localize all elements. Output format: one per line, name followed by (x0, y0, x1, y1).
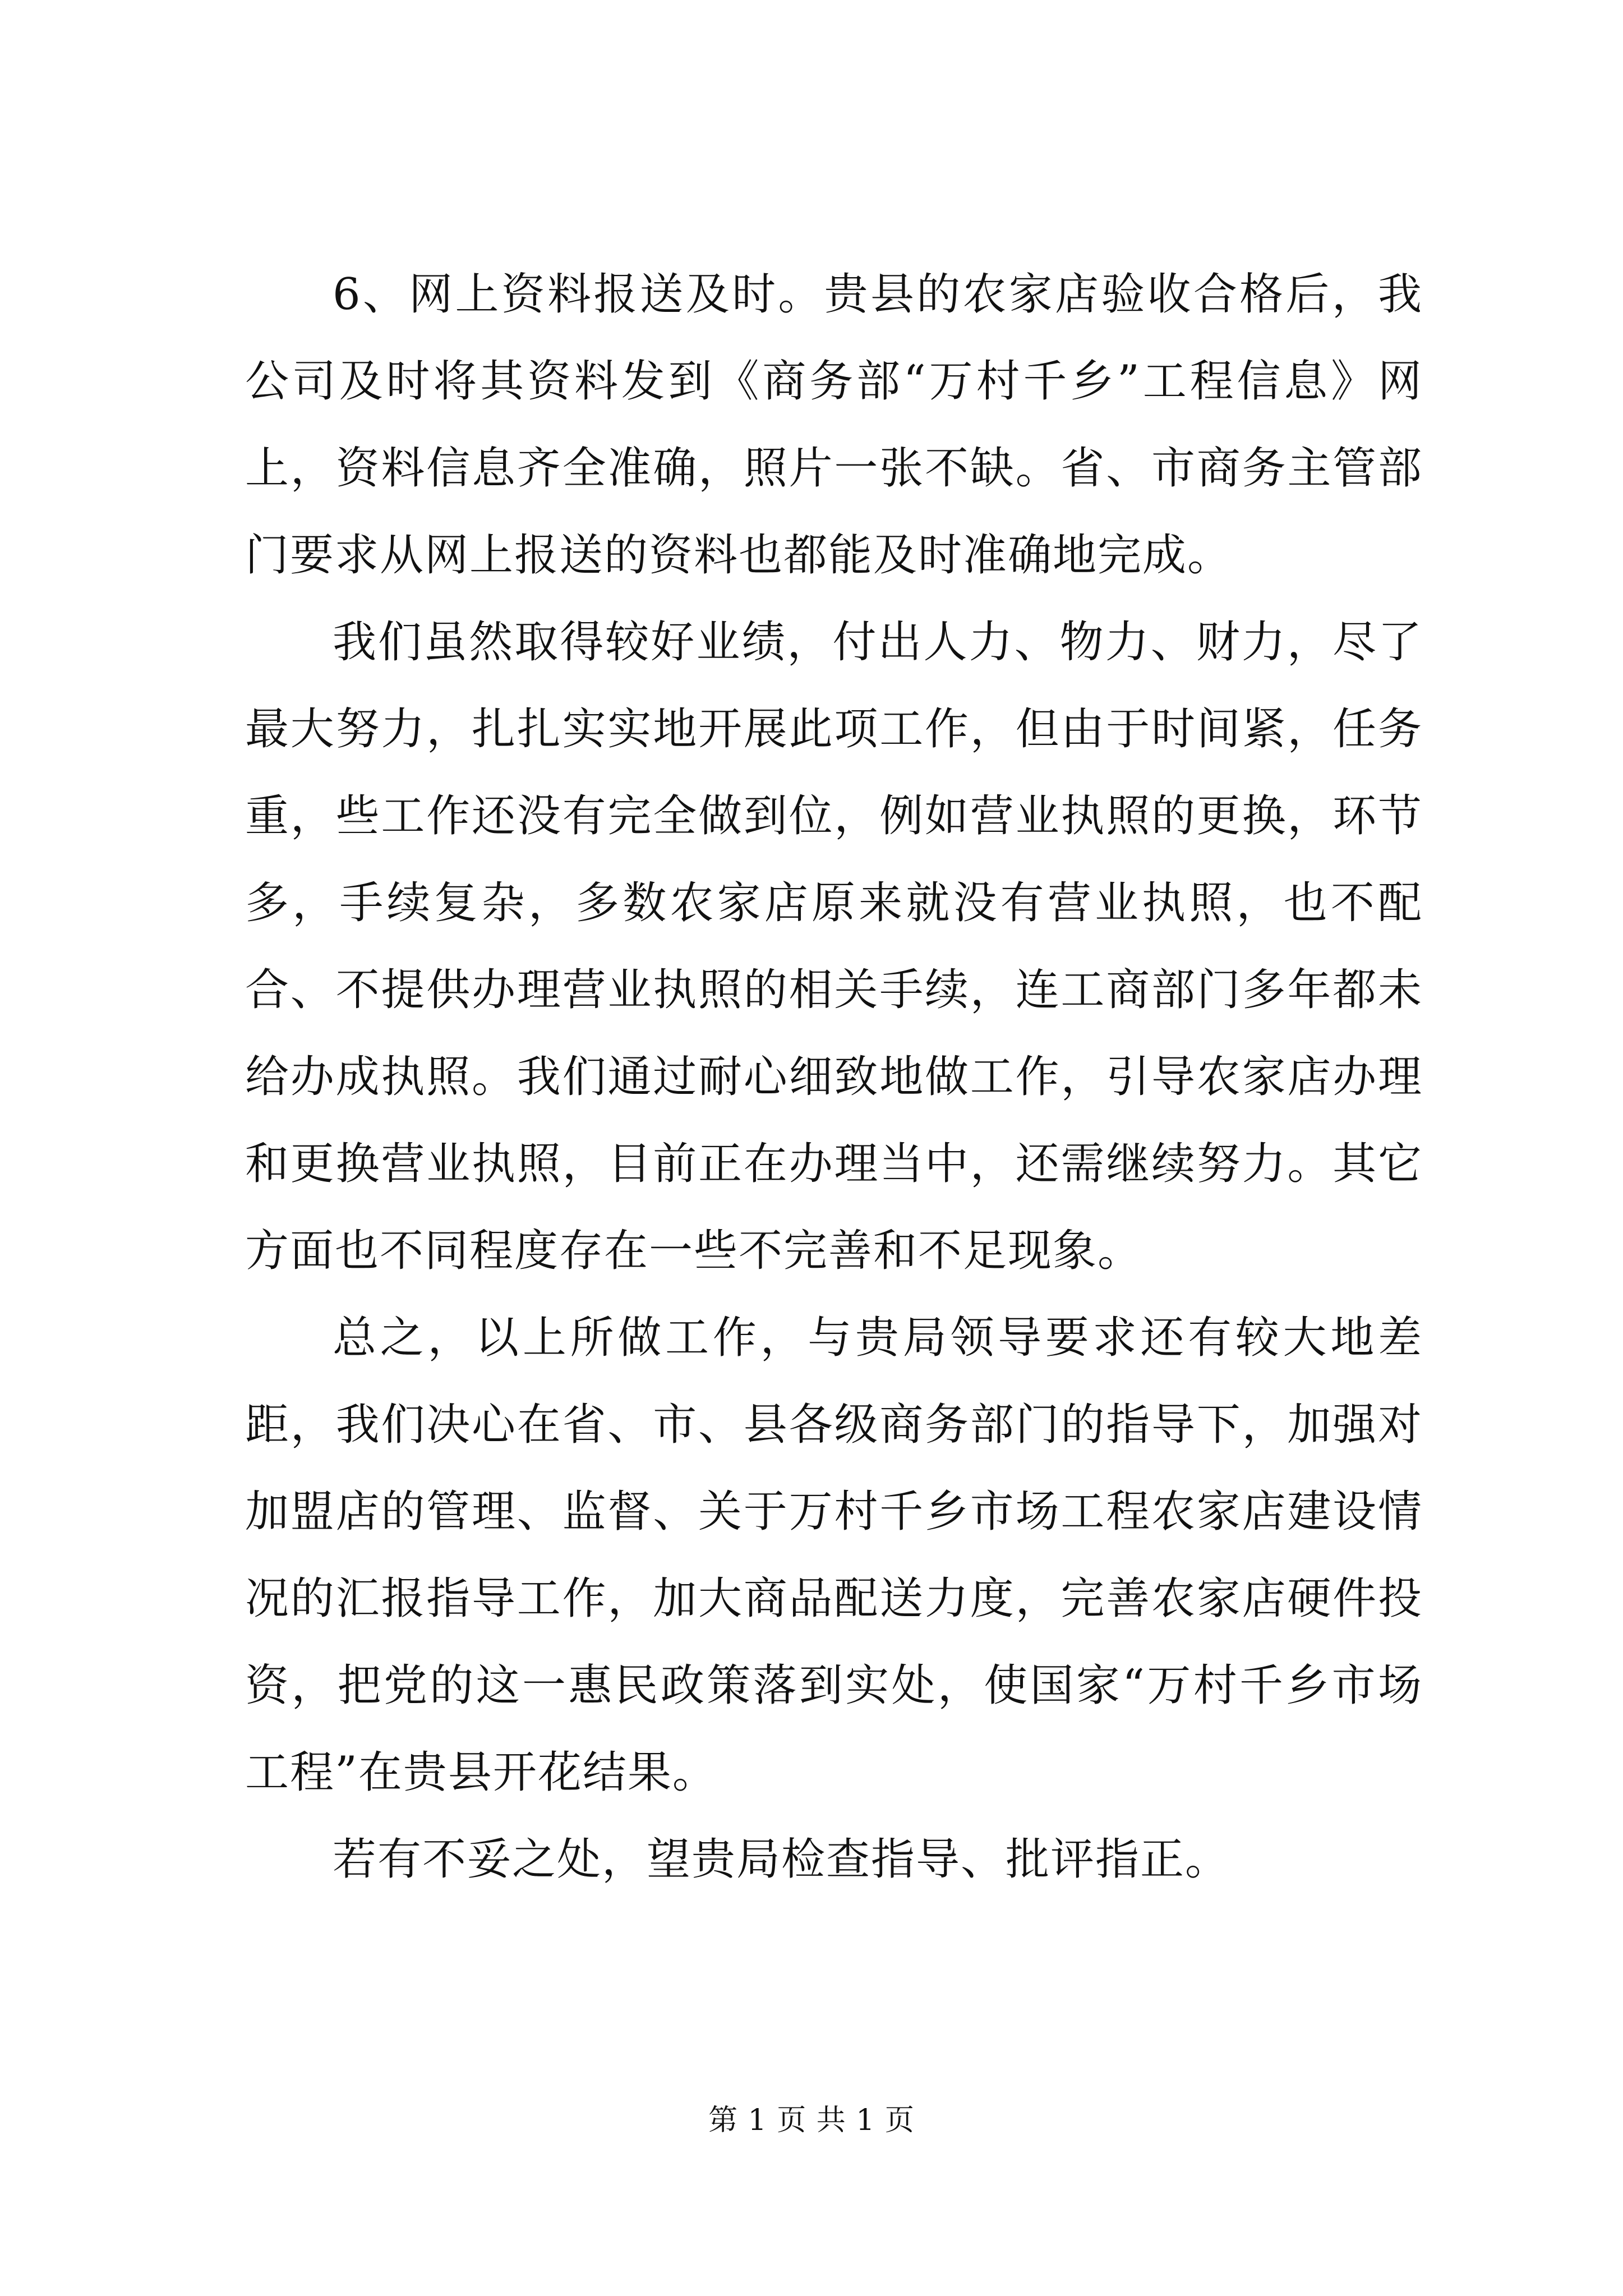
paragraph-closing-request: 若有不妥之处，望贵局检查指导、批评指正。 (333, 1834, 1230, 1885)
paragraph-online-submission: 6、网上资料报送及时。贵县的农家店验收合格后，我公司及时将其资料发到《商务部“万村千乡”工程信息》网上，资料信息齐全准确，照片一张不缺。省、市商务主管部门要求从网上报送的资料也都能及时准确地完成。 (245, 269, 1423, 581)
paragraph-shortcomings: 我们虽然取得较好业绩，付出人力、物力、财力，尽了最大努力，扎扎实实地开展此项工作，但由于时间紧，任务重，些工作还没有完全做到位，例如营业执照的更换，环节多，手续复杂，多数农家店原来就没有营业执照，也不配合、不提供办理营业执照的相关手续，连工商部门多年都未给办成执照。我们通过耐心细致地做工作，引导农家店办理和更换营业执照，目前正在办理当中，还需继续努力。其它方面也不同程度存在一些不完善和不足现象。 (245, 617, 1423, 1276)
page-number-footer: 第 1 页 共 1 页 (708, 2104, 915, 2137)
document-body (245, 251, 1423, 1903)
paragraph-conclusion: 总之，以上所做工作，与贵局领导要求还有较大地差距，我们决心在省、市、县各级商务部门的指导下，加强对加盟店的管理、监督、关于万村千乡市场工程农家店建设情况的汇报指导工作，加大商品配送力度，完善农家店硬件投资，把党的这一惠民政策落到实处，使国家“万村千乡市场工程”在贵县开花结果。 (245, 1313, 1423, 1798)
